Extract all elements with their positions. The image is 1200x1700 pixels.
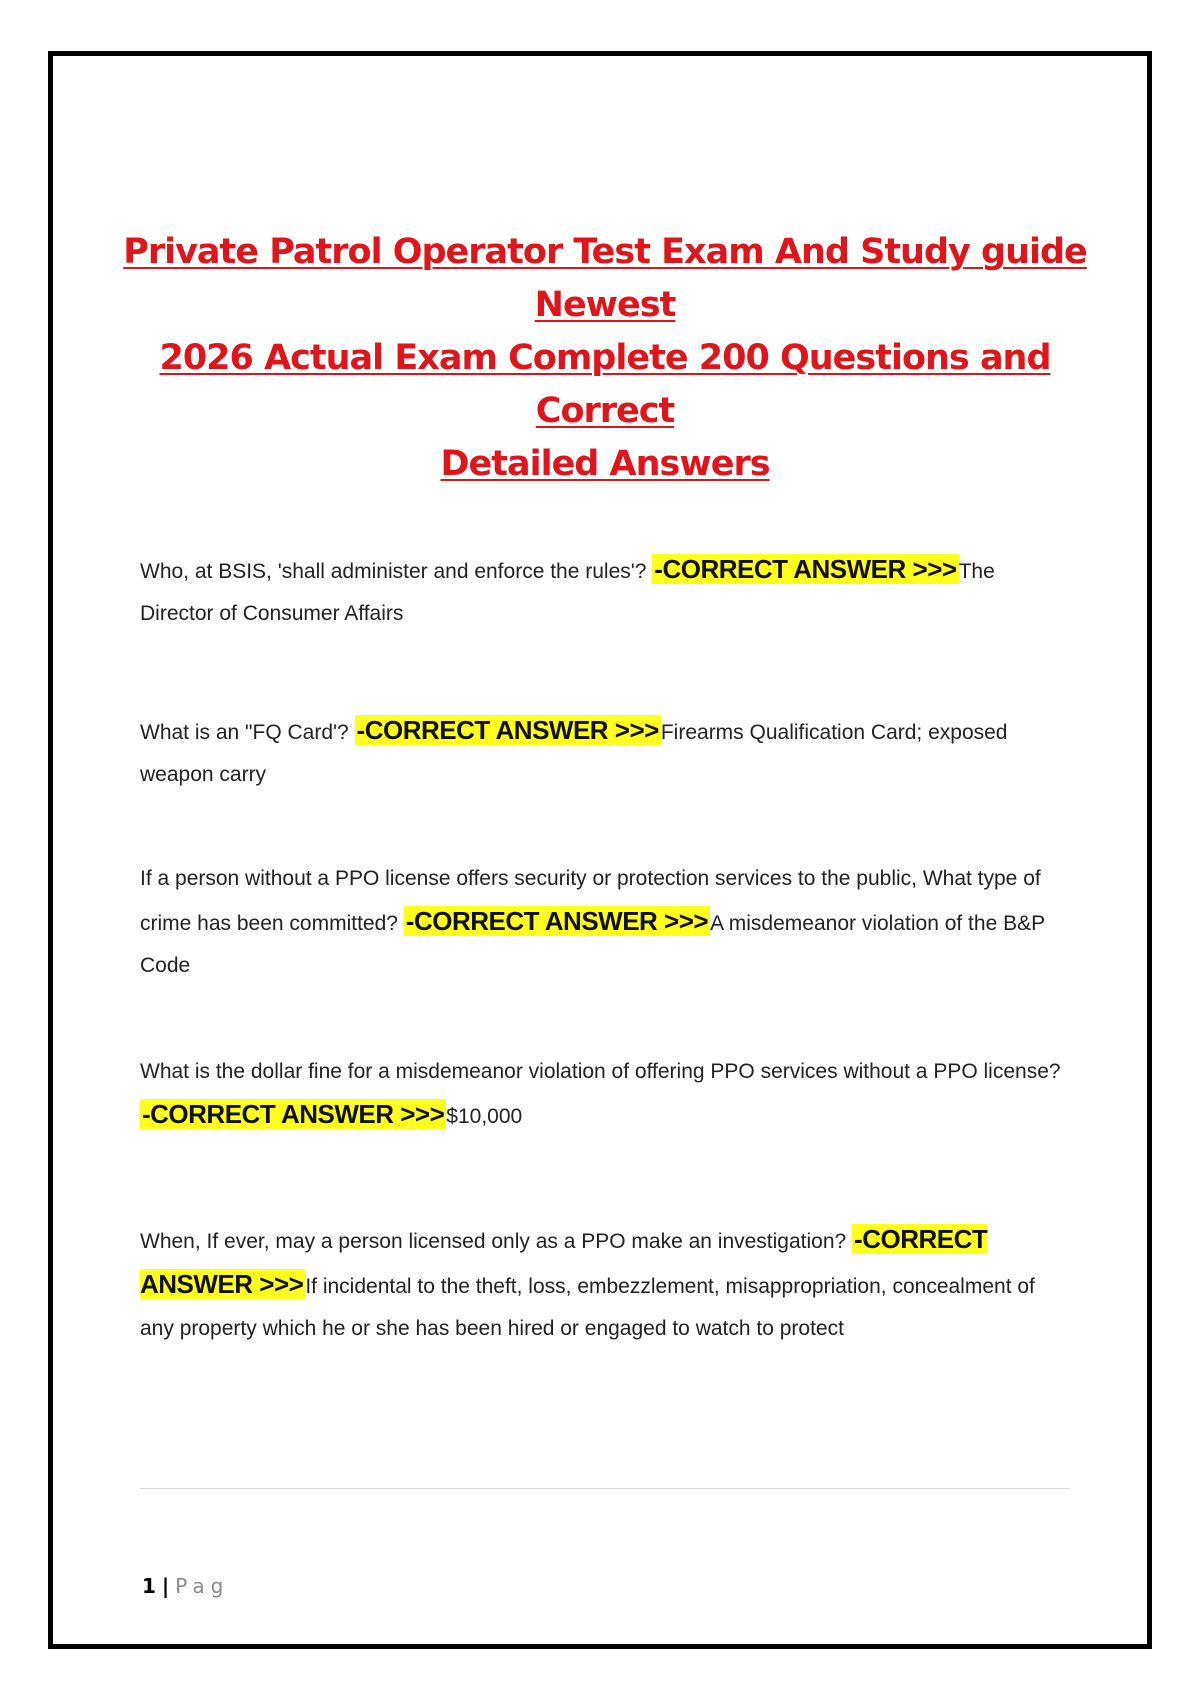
correct-answer-marker: -CORRECT ANSWER >>> — [654, 554, 957, 584]
footer-separator: | — [161, 1574, 170, 1598]
question-text: Who, at BSIS, 'shall administer and enforce the rules'? — [140, 560, 653, 583]
answer-text: $10,000 — [446, 1105, 523, 1128]
answer-text: Firearms Qualification Card; exposed weapon carry — [140, 721, 1008, 786]
qa-item-2 — [140, 709, 1070, 796]
question-text: When, If ever, may a person licensed only as a PPO make an investigation? — [140, 1230, 853, 1253]
correct-answer-marker: -CORRECT ANSWER >>> — [142, 1099, 445, 1129]
page-number: 1 — [142, 1574, 156, 1598]
qa-item-4 — [140, 1051, 1070, 1138]
answer-text: The Director of Consumer Affairs — [140, 560, 995, 625]
qa-item-1 — [140, 548, 1070, 635]
question-text: If a person without a PPO license offers security or protection services to the public, What type of crime has been committed? — [140, 867, 1041, 935]
title-line-3: Detailed Answers — [440, 444, 770, 484]
correct-answer-marker: -CORRECT ANSWER >>> — [405, 906, 709, 936]
footer-divider — [140, 1488, 1070, 1489]
correct-answer-marker: -CORRECT ANSWER >>> — [356, 715, 659, 745]
correct-answer-marker: -CORRECT ANSWER >>> — [140, 1224, 988, 1299]
page-footer — [142, 1574, 229, 1598]
qa-item-5 — [140, 1218, 1070, 1350]
answer-text: If incidental to the theft, loss, embezzlement, misappropriation, concealment of any property which he or she has been hired or engaged to watch to protect — [140, 1275, 1035, 1340]
title-line-1: Private Patrol Operator Test Exam And Study guide Newest — [123, 232, 1087, 325]
document-title — [110, 226, 1100, 491]
answer-text: A misdemeanor violation of the B&P Code — [140, 912, 1045, 977]
title-line-2: 2026 Actual Exam Complete 200 Questions and Correct — [159, 338, 1051, 431]
qa-item-3 — [140, 858, 1070, 987]
page-label: Pag — [175, 1574, 230, 1598]
question-text: What is the dollar fine for a misdemeanor violation of offering PPO services without a PPO license? — [140, 1060, 1061, 1083]
question-text: What is an "FQ Card'? — [140, 721, 355, 744]
